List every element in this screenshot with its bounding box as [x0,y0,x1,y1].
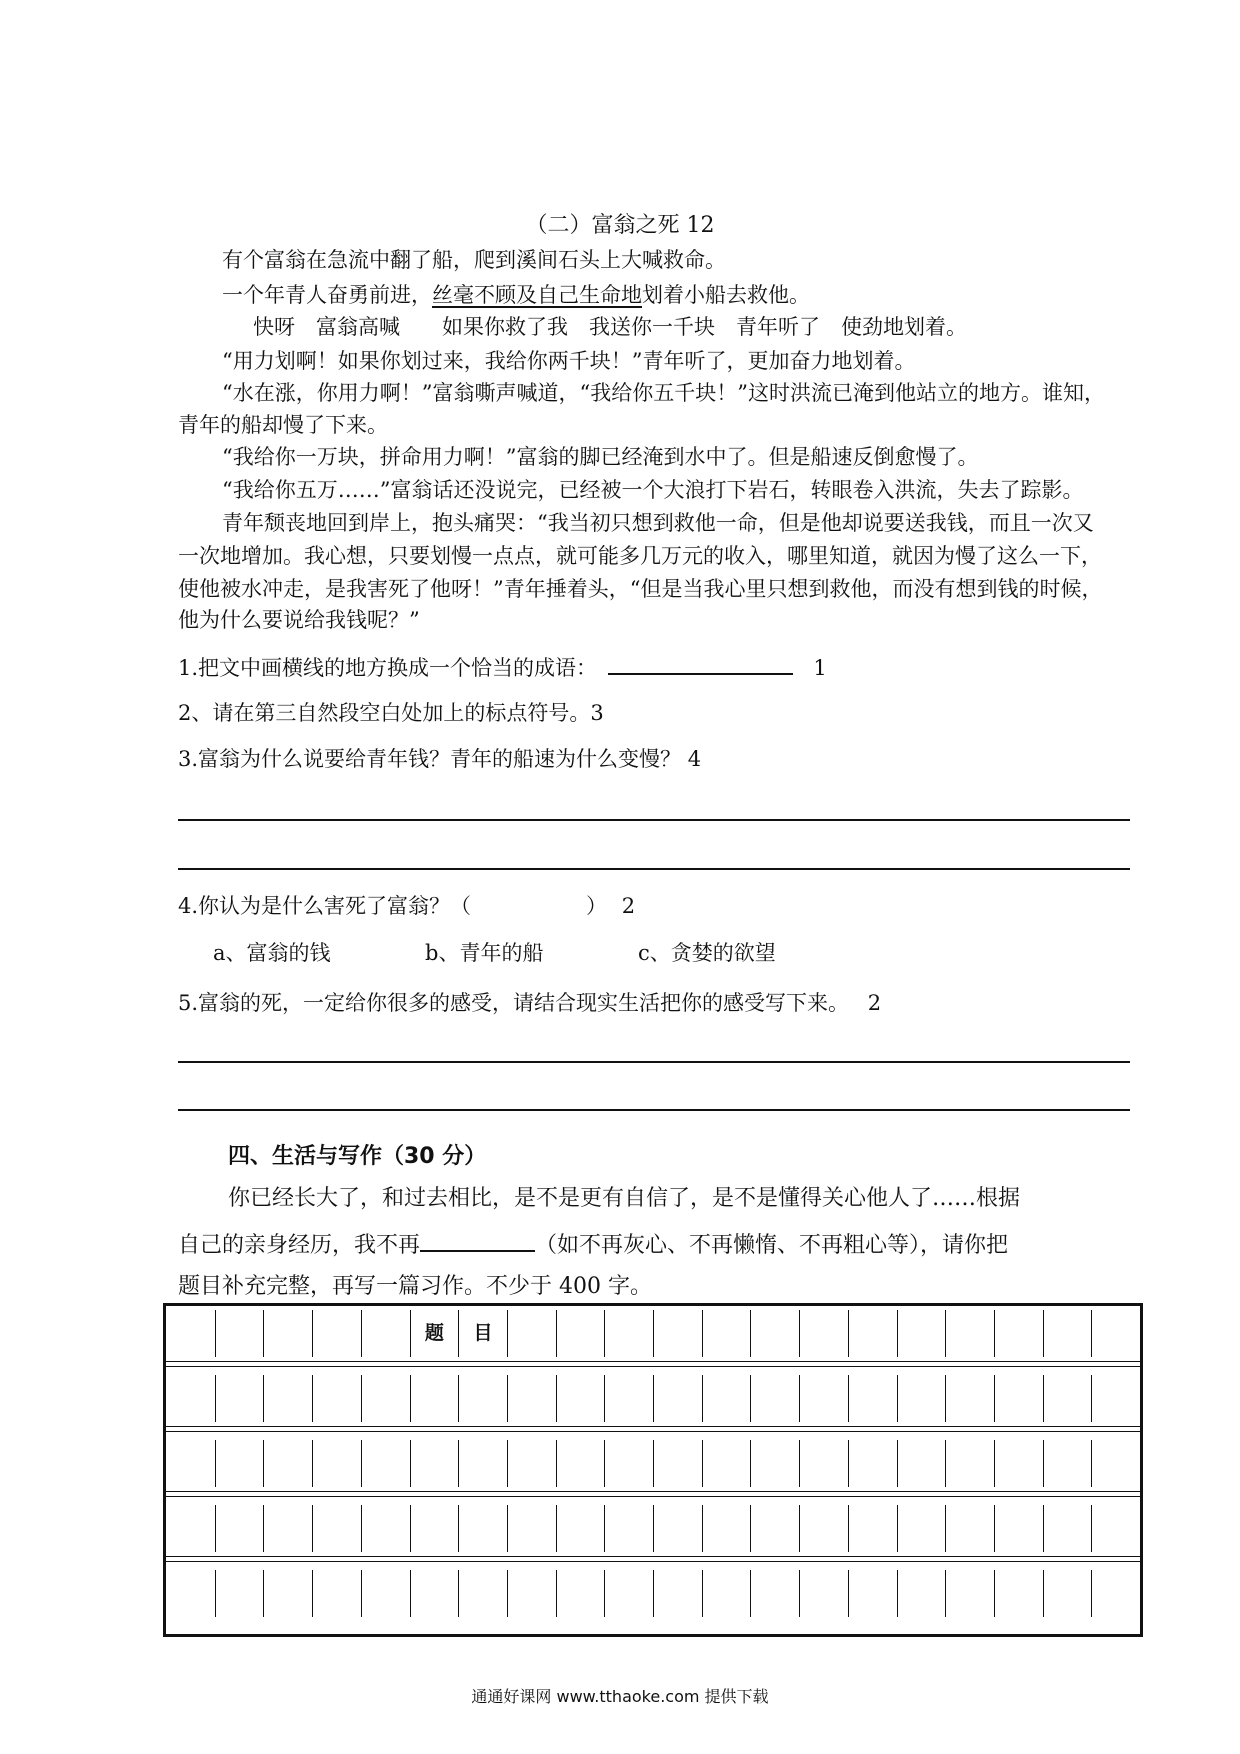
grid-cell[interactable] [994,1505,1043,1552]
grid-cell[interactable] [410,1440,459,1487]
writing-prompt-line-1: 你已经长大了，和过去相比，是不是更有自信了，是不是懂得关心他人了……根据 [228,1186,1021,1211]
grid-cell[interactable] [1091,1570,1140,1617]
question-5 [178,990,881,1016]
grid-cell[interactable] [263,1570,312,1617]
grid-cell[interactable] [215,1505,264,1552]
grid-cell[interactable] [458,1440,507,1487]
question-5-answer-line-1[interactable] [178,1061,1130,1063]
grid-cell[interactable] [750,1440,799,1487]
passage-title: （二）富翁之死 12 [525,213,715,238]
underlined-phrase: 丝毫不顾及自己生命地 [432,283,642,307]
grid-cell[interactable] [702,1440,751,1487]
paragraph-4: “用力划啊！如果你划过来，我给你两千块！”青年听了，更加奋力地划着。 [222,349,916,373]
grid-cell[interactable] [604,1375,653,1422]
grid-cell[interactable] [604,1310,653,1357]
grid-cell[interactable] [166,1310,215,1357]
grid-cell[interactable] [994,1440,1043,1487]
grid-cell[interactable] [1043,1505,1092,1552]
grid-cell[interactable] [848,1440,897,1487]
grid-cell[interactable] [263,1375,312,1422]
paragraph-8-line-4: 他为什么要说给我钱呢？” [178,608,420,632]
grid-cell[interactable] [556,1570,605,1617]
grid-cell[interactable] [799,1505,848,1552]
question-3: 3.富翁为什么说要给青年钱？青年的船速为什么变慢？ 4 [178,747,702,771]
writing-prompt-line-3: 题目补充完整，再写一篇习作。不少于 400 字。 [178,1274,652,1299]
grid-cell[interactable] [1091,1505,1140,1552]
grid-cell[interactable] [215,1375,264,1422]
paragraph-8-line-2: 一次地增加。我心想，只要划慢一点点，就可能多几万元的收入，哪里知道，就因为慢了这么一下， [178,544,1102,568]
title-fill-blank[interactable] [420,1230,535,1252]
grid-row-separator [166,1556,1140,1562]
grid-row-separator [166,1361,1140,1367]
grid-cell[interactable] [507,1505,556,1552]
grid-cell[interactable] [702,1375,751,1422]
grid-cell[interactable] [556,1505,605,1552]
grid-cell[interactable] [458,1570,507,1617]
grid-cell[interactable] [556,1440,605,1487]
grid-cell[interactable] [410,1310,459,1357]
grid-cell[interactable] [750,1375,799,1422]
writing-prompt-line-2-end: （如不再灰心、不再懒惰、不再粗心等），请你把 [535,1233,1009,1258]
grid-cell[interactable] [458,1375,507,1422]
grid-cell[interactable] [653,1310,702,1357]
grid-cell[interactable] [897,1440,946,1487]
paragraph-7: “我给你五万……”富翁话还没说完，已经被一个大浪打下岩石，转眼卷入洪流，失去了踪影。 [222,478,1084,502]
grid-title-char-1: 题 [424,1322,444,1344]
grid-cell[interactable] [215,1310,264,1357]
grid-cell[interactable] [507,1310,556,1357]
grid-row [166,1570,1140,1617]
grid-cell[interactable] [507,1440,556,1487]
grid-cell[interactable] [848,1570,897,1617]
grid-cell[interactable] [653,1505,702,1552]
grid-cell[interactable] [994,1570,1043,1617]
grid-cell[interactable] [897,1505,946,1552]
grid-cell[interactable] [799,1440,848,1487]
question-3-answer-line-1[interactable] [178,819,1130,821]
grid-cell[interactable] [361,1440,410,1487]
grid-cell[interactable] [750,1505,799,1552]
grid-cell[interactable] [1043,1375,1092,1422]
grid-row [166,1440,1140,1487]
grid-cell[interactable] [556,1310,605,1357]
paragraph-5-line-1: “水在涨，你用力啊！”富翁嘶声喊道，“我给你五千块！”这时洪流已淹到他站立的地方。谁知， [222,381,1105,405]
grid-cell[interactable] [458,1310,507,1357]
paragraph-5-line-2: 青年的船却慢了下来。 [178,413,388,437]
grid-cell[interactable] [361,1505,410,1552]
paragraph-3: 快呀 富翁高喊 如果你救了我 我送你一千块 青年听了 使劲地划着。 [253,315,967,339]
paragraph-6: “我给你一万块，拼命用力啊！”富翁的脚已经淹到水中了。但是船速反倒愈慢了。 [222,445,979,469]
grid-cell[interactable] [994,1375,1043,1422]
grid-cell[interactable] [410,1375,459,1422]
grid-cell[interactable] [166,1570,215,1617]
question-1 [178,653,827,681]
grid-cell[interactable] [848,1310,897,1357]
grid-row-separator [166,1426,1140,1432]
grid-cell[interactable] [263,1440,312,1487]
grid-cell[interactable] [458,1505,507,1552]
grid-cell[interactable] [361,1310,410,1357]
grid-cell[interactable] [897,1375,946,1422]
question-1-text: 1.把文中画横线的地方换成一个恰当的成语： [178,656,598,680]
paragraph-2-end: 划着小船去救他。 [642,283,810,307]
grid-cell[interactable] [604,1440,653,1487]
composition-grid [163,1303,1143,1637]
paragraph-2-start: 一个年青人奋勇前进， [222,283,432,307]
writing-section-heading: 四、生活与写作（30 分） [228,1144,487,1169]
grid-cell[interactable] [702,1505,751,1552]
grid-cell[interactable] [945,1570,994,1617]
question-1-answer-blank[interactable] [608,653,793,675]
grid-cell[interactable] [507,1375,556,1422]
grid-cell[interactable] [799,1570,848,1617]
grid-cell[interactable] [556,1375,605,1422]
grid-cell[interactable] [945,1505,994,1552]
grid-cell[interactable] [702,1310,751,1357]
question-2: 2、请在第三自然段空白处加上的标点符号。3 [178,701,604,725]
question-5-answer-line-2[interactable] [178,1109,1130,1111]
grid-cell[interactable] [166,1375,215,1422]
grid-cell[interactable] [799,1375,848,1422]
grid-cell[interactable] [312,1570,361,1617]
grid-cell[interactable] [1091,1310,1140,1357]
grid-cell[interactable] [312,1375,361,1422]
grid-cell[interactable] [1043,1570,1092,1617]
paragraph-8-line-3: 使他被水冲走，是我害死了他呀！”青年捶着头，“但是当我心里只想到救他，而没有想到钱的时候， [178,577,1103,601]
grid-title-char-2: 目 [473,1322,493,1344]
grid-cell[interactable] [945,1440,994,1487]
grid-row-separator [166,1491,1140,1497]
question-4-text: 4.你认为是什么害死了富翁？（ [178,894,472,918]
grid-cell[interactable] [215,1570,264,1617]
grid-cell[interactable] [263,1505,312,1552]
question-4-close: ） [586,894,608,918]
grid-cell[interactable] [750,1310,799,1357]
grid-cell[interactable] [1043,1310,1092,1357]
grid-cell[interactable] [604,1570,653,1617]
footer-credit: 通通好课网 www.tthaoke.com 提供下载 [471,1687,769,1706]
question-1-score: 1 [813,656,827,680]
paragraph-8-line-1: 青年颓丧地回到岸上，抱头痛哭：“我当初只想到救他一命，但是他却说要送我钱，而且一次又 [222,511,1094,535]
grid-cell[interactable] [945,1310,994,1357]
grid-cell[interactable] [1091,1375,1140,1422]
grid-cell[interactable] [361,1570,410,1617]
grid-row [166,1375,1140,1422]
grid-cell[interactable] [1091,1440,1140,1487]
grid-cell[interactable] [410,1570,459,1617]
grid-cell[interactable] [945,1375,994,1422]
grid-cell[interactable] [750,1570,799,1617]
writing-prompt-line-2 [178,1230,1008,1259]
grid-cell[interactable] [653,1570,702,1617]
grid-cell[interactable] [215,1440,264,1487]
grid-cell[interactable] [263,1310,312,1357]
grid-cell[interactable] [897,1570,946,1617]
grid-cell[interactable] [653,1440,702,1487]
question-4-option-b: b、青年的船 [425,941,544,965]
question-4-option-c: c、贪婪的欲望 [638,941,776,965]
grid-cell[interactable] [994,1310,1043,1357]
writing-prompt-line-2-start: 自己的亲身经历，我不再 [178,1233,421,1258]
grid-cell[interactable] [312,1440,361,1487]
question-5-score: 2 [867,991,882,1015]
grid-cell[interactable] [702,1570,751,1617]
question-5-text: 5.富翁的死，一定给你很多的感受，请结合现实生活把你的感受写下来。 [178,991,850,1015]
grid-cell[interactable] [312,1310,361,1357]
grid-cell[interactable] [604,1505,653,1552]
grid-cell[interactable] [799,1310,848,1357]
grid-cell[interactable] [166,1505,215,1552]
grid-cell[interactable] [848,1505,897,1552]
paragraph-1: 有个富翁在急流中翻了船，爬到溪间石头上大喊救命。 [222,248,726,272]
grid-cell[interactable] [410,1505,459,1552]
paragraph-2 [222,282,810,308]
question-4-score: 2 [621,894,636,918]
question-3-answer-line-2[interactable] [178,868,1130,870]
grid-row [166,1505,1140,1552]
grid-cell[interactable] [848,1375,897,1422]
question-4 [178,893,635,919]
question-4-option-a: a、富翁的钱 [213,941,331,965]
grid-cell[interactable] [1043,1440,1092,1487]
grid-cell[interactable] [312,1505,361,1552]
grid-cell[interactable] [507,1570,556,1617]
grid-cell[interactable] [897,1310,946,1357]
grid-cell[interactable] [653,1375,702,1422]
grid-cell[interactable] [166,1440,215,1487]
grid-row [166,1310,1140,1357]
grid-cell[interactable] [361,1375,410,1422]
